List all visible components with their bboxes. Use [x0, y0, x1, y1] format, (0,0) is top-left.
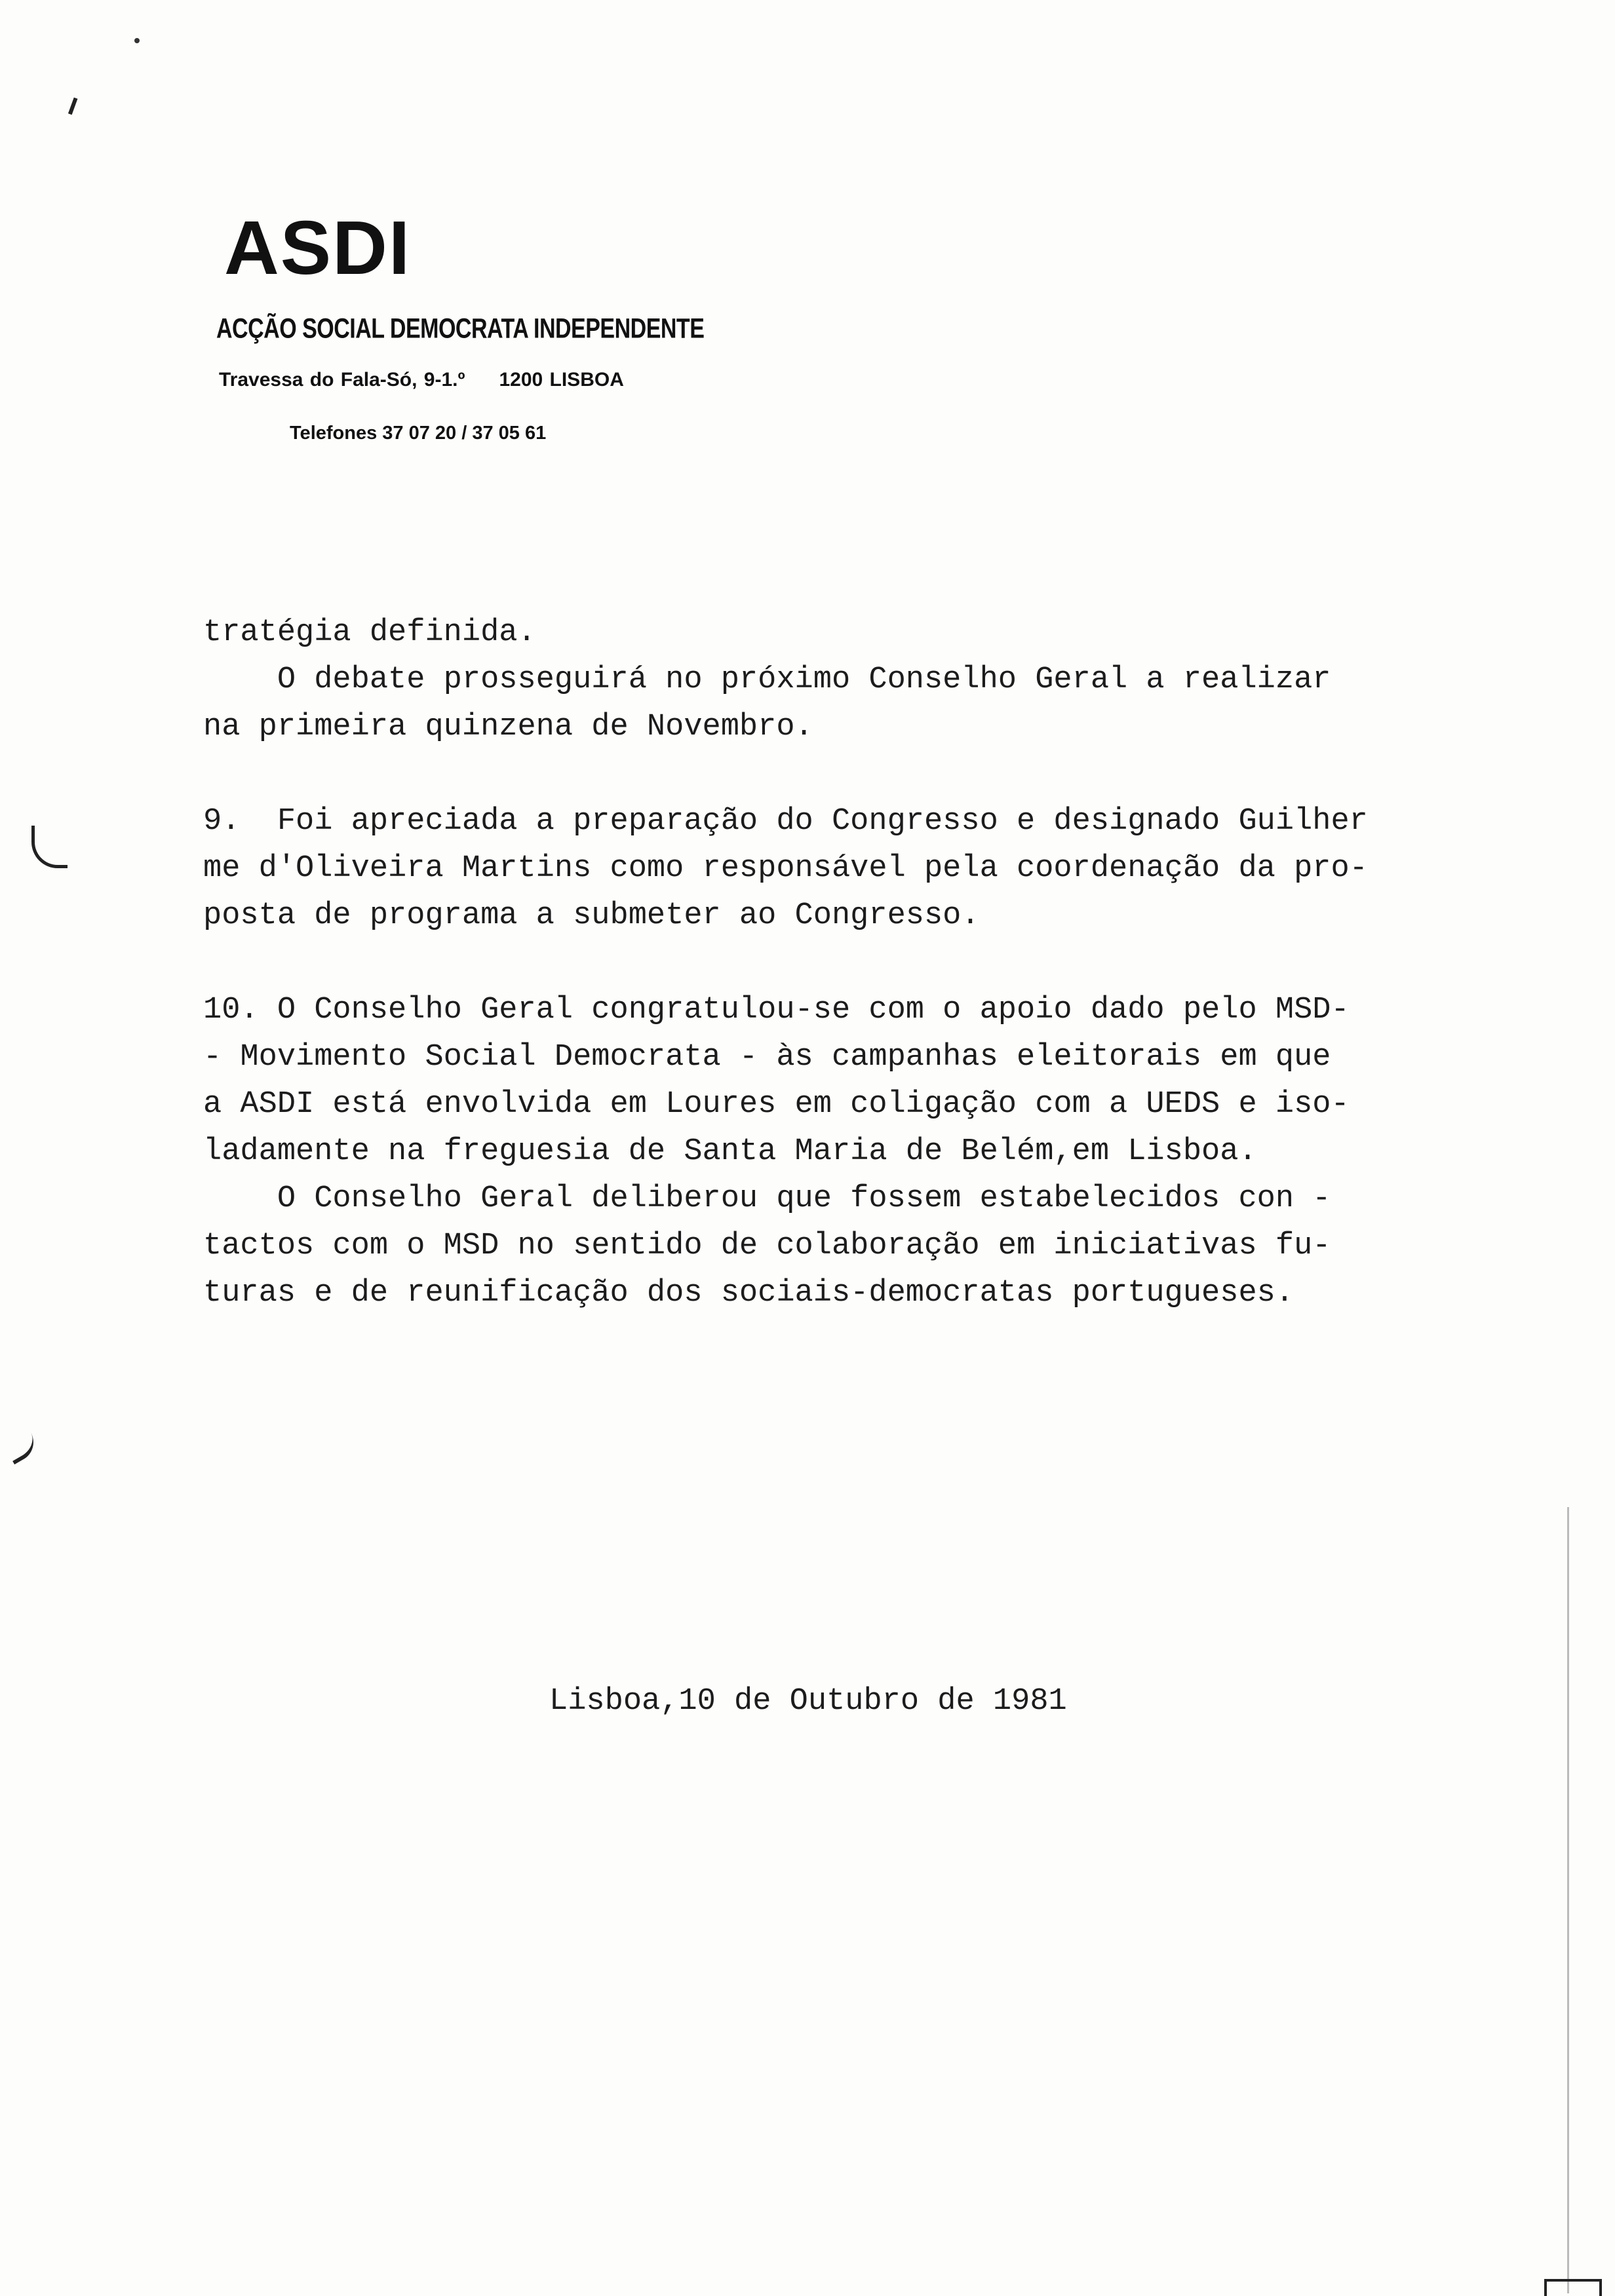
organization-phone: Telefones 37 07 20 / 37 05 61	[290, 423, 547, 444]
address-city: 1200 LISBOA	[499, 369, 624, 391]
body-line: tactos com o MSD no sentido de colaboração em iniciativas fu-	[203, 1229, 1331, 1263]
organization-name: ACÇÃO SOCIAL DEMOCRATA INDEPENDENTE	[216, 313, 705, 345]
body-line: - Movimento Social Democrata - às campanhas eleitorais em que	[203, 1040, 1331, 1075]
dateline: Lisboa,10 de Outubro de 1981	[549, 1684, 1067, 1719]
page-edge-shadow	[1567, 1507, 1569, 2293]
paragraph-gap	[203, 940, 1449, 987]
asdi-logo: ASDI	[224, 205, 412, 290]
body-line: tratégia definida.	[203, 615, 536, 650]
speck	[134, 38, 140, 43]
address-street: Travessa do Fala-Só, 9-1.º	[219, 369, 465, 391]
letterhead	[216, 205, 705, 444]
paragraph-gap	[203, 751, 1449, 798]
binding-mark	[68, 98, 81, 117]
body-line: 9. Foi apreciada a preparação do Congresso e designado Guilher	[203, 804, 1368, 839]
binding-mark-lower	[3, 1429, 41, 1464]
body-line: na primeira quinzena de Novembro.	[203, 710, 813, 744]
body-line: posta de programa a submeter ao Congresso.	[203, 898, 980, 933]
corner-stamp	[1544, 2279, 1602, 2296]
body-line: turas e de reunificação dos sociais-democratas portugueses.	[203, 1276, 1294, 1311]
punch-hole-mark	[31, 826, 68, 868]
body-line: O debate prosseguirá no próximo Conselho Geral a realizar	[203, 662, 1331, 697]
body-line: ladamente na freguesia de Santa Maria de Belém,em Lisboa.	[203, 1134, 1257, 1169]
letter-body	[203, 609, 1449, 1317]
body-line: me d'Oliveira Martins como responsável pela coordenação da pro-	[203, 851, 1368, 886]
body-line: a ASDI está envolvida em Loures em coligação com a UEDS e iso-	[203, 1087, 1350, 1122]
organization-address	[219, 369, 688, 391]
body-line: O Conselho Geral deliberou que fossem estabelecidos con -	[203, 1181, 1331, 1216]
body-line: 10. O Conselho Geral congratulou-se com o apoio dado pelo MSD-	[203, 993, 1350, 1027]
